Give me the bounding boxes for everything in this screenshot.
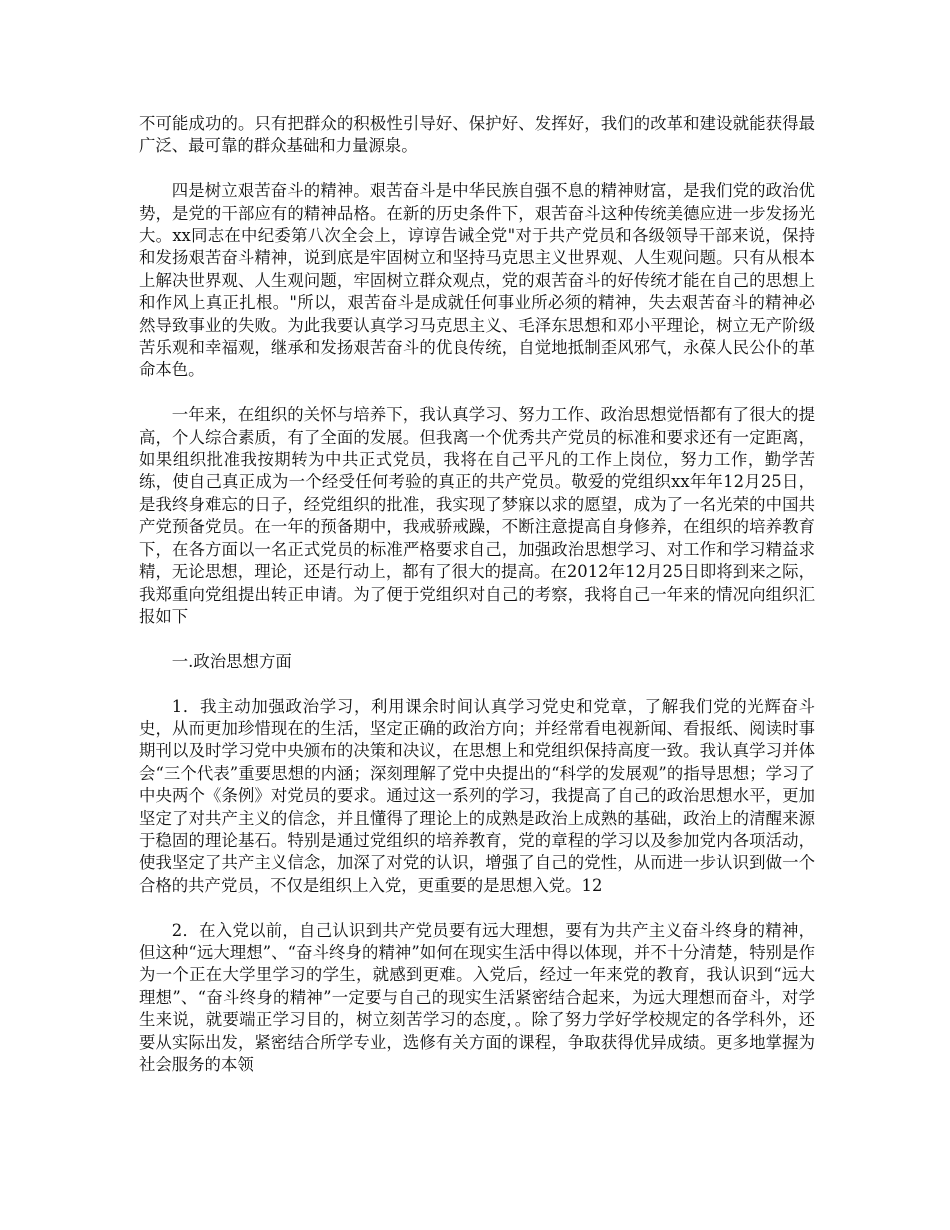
paragraph-ideals-in-practice: 2．在入党以前，自己认识到共产党员要有远大理想，要有为共产主义奋斗终身的精神，但这种“远大理想”、“奋斗终身的精神”如何在现实生活中得以体现，并不十分清楚，特别是作为一个正在大学里学习的学生，就感到更难。入党后，经过一年来党的教育，我认识到“远大理想”、“奋斗终身的精神”一定要与自己的现实生活紧密结合起来，为远大理想而奋斗，对学生来说，就要端正学习目的，树立刻苦学习的态度，。除了努力学好学校规定的各学科外，还要从实际出发，紧密结合所学专业，选修有关方面的课程，争取获得优异成绩。更多地掌握为社会服务的本领 bbox=[139, 920, 815, 1074]
section-heading-political-thought: 一.政治思想方面 bbox=[171, 651, 292, 671]
paragraph-political-study: 1．我主动加强政治学习，利用课余时间认真学习党史和党章，了解我们党的光辉奋斗史，从而更加珍惜现在的生活，坚定正确的政治方向；并经常看电视新闻、看报纸、阅读时事期刊以及时学习党中央颁布的决策和决议，在思想上和党组织保持高度一致。我认真学习并体会“三个代表”重要思想的内涵；深刻理解了党中央提出的“科学的发展观”的指导思想；学习了中央两个《条例》对党员的要求。通过这一系列的学习，我提高了自己的政治思想水平，更加坚定了对共产主义的信念，并且懂得了理论上的成熟是政治上成熟的基础，政治上的清醒来源于稳固的理论基石。特别是通过党组织的培养教育，党的章程的学习以及参加党内各项活动，使我坚定了共产主义信念，加深了对党的认识，增强了自己的党性，从而进一步认识到做一个合格的共产党员，不仅是组织上入党，更重要的是思想入党。12 bbox=[139, 696, 815, 895]
paragraph-annual-review-intro: 一年来，在组织的关怀与培养下，我认真学习、努力工作、政治思想觉悟都有了很大的提高，个人综合素质，有了全面的发展。但我离一个优秀共产党员的标准和要求还有一定距离，如果组织批准我按期转为中共正式党员，我将在自己平凡的工作上岗位，努力工作，勤学苦练，使自己真正成为一个经受任何考验的真正的共产党员。敬爱的党组织xx年年12月25日，是我终身难忘的日子，经党组织的批准，我实现了梦寐以求的愿望，成为了一名光荣的中国共产党预备党员。在一年的预备期中，我戒骄戒躁，不断注意提高自身修养，在组织的培养教育下，在各方面以一名正式党员的标准严格要求自己，加强政治思想学习、对工作和学习精益求精，无论思想，理论，还是行动上，都有了很大的提高。在2012年12月25日即将到来之际，我郑重向党组提出转正申请。为了便于党组织对自己的考察，我将自己一年来的情况向组织汇报如下 bbox=[139, 405, 815, 626]
paragraph-hard-work-spirit: 四是树立艰苦奋斗的精神。艰苦奋斗是中华民族自强不息的精神财富，是我们党的政治优势，是党的干部应有的精神品格。在新的历史条件下，艰苦奋斗这种传统美德应进一步发扬光大。xx同志在中纪委第八次全会上，谆谆告诫全党"对于共产党员和各级领导干部来说，保持和发扬艰苦奋斗精神，说到底是牢固树立和坚持马克思主义世界观、人生观问题。只有从根本上解决世界观、人生观问题，牢固树立群众观点，党的艰苦奋斗的好传统才能在自己的思想上和作风上真正扎根。"所以，艰苦奋斗是成就任何事业所必须的精神，失去艰苦奋斗的精神必然导致事业的失败。为此我要认真学习马克思主义、毛泽东思想和邓小平理论，树立无产阶级苦乐观和幸福观，继承和发扬艰苦奋斗的优良传统，自觉地抵制歪风邪气，永葆人民公仆的革命本色。 bbox=[139, 181, 815, 380]
document-page bbox=[139, 113, 815, 1076]
paragraph-mass-support-conclusion: 不可能成功的。只有把群众的积极性引导好、保护好、发挥好，我们的改革和建设就能获得最广泛、最可靠的群众基础和力量源泉。 bbox=[139, 114, 815, 156]
